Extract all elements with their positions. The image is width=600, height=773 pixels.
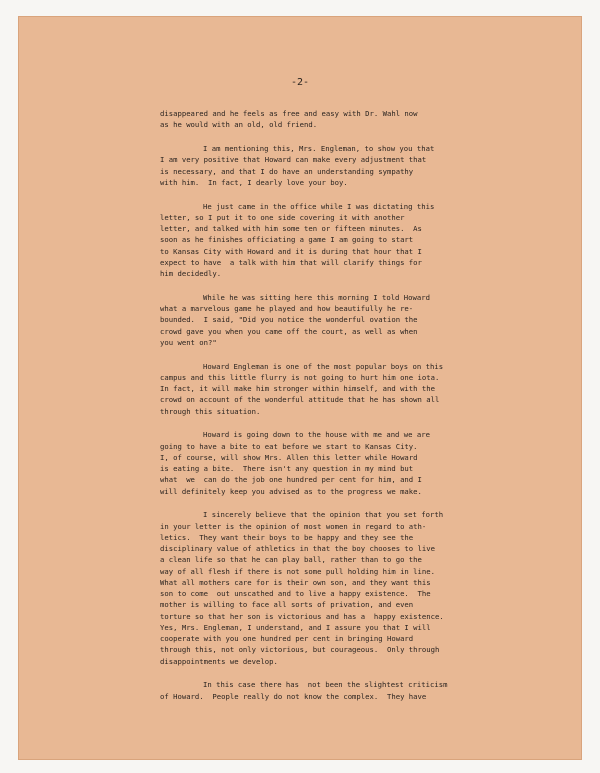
text-line: through this situation. (160, 406, 261, 416)
text-line: torture so that her son is victorious and has a happy existence. (160, 611, 444, 621)
text-line: crowd on account of the wonderful attitude that he has shown all (160, 395, 440, 405)
text-line: I sincerely believe that the opinion that you set forth (203, 510, 444, 520)
paragraph (160, 292, 530, 348)
paragraph (160, 201, 530, 280)
text-line: He just came in the office while I was dictating this (203, 201, 435, 211)
text-line: disappointments we develop. (160, 656, 278, 666)
text-line: In this case there has not been the slightest criticism (203, 680, 448, 690)
text-line: While he was sitting here this morning I told Howard (203, 292, 430, 302)
text-line: disappeared and he feels as free and easy with Dr. Wahl now (160, 109, 418, 118)
text-line: mother is willing to face all sorts of privation, and even (160, 600, 414, 610)
text-line: disciplinary value of athletics in that the boy chooses to live (160, 544, 435, 553)
text-line: is eating a bite. There isn't any question in my mind but (160, 464, 414, 473)
paragraph (160, 108, 530, 131)
text-line: you went on?" (160, 337, 217, 347)
paragraph (160, 679, 530, 702)
text-line: I am very positive that Howard can make every adjustment that (160, 155, 427, 165)
text-line: soon as he finishes officiating a game I am going to start (160, 235, 414, 245)
text-line: bounded. I said, "Did you notice the wonderful ovation the (160, 315, 418, 325)
text-line: expect to have a talk with him that will clarify things for (160, 257, 422, 267)
text-line: What all mothers care for is their own son, and they want this (160, 577, 431, 587)
text-line: him decidedly. (160, 269, 222, 278)
text-line: letter, so I put it to one side covering it with another (160, 212, 405, 222)
text-line: way of all flesh if there is not some pull holding him in line. (160, 566, 435, 576)
text-line: will definitely keep you advised as to the progress we make. (160, 486, 422, 496)
paragraph (160, 361, 530, 417)
text-line: son to come out unscathed and to live a happy existence. The (160, 589, 431, 598)
text-line: I, of course, will show Mrs. Allen this letter while Howard (160, 452, 418, 462)
text-line: of Howard. People really do not know the complex. They have (160, 691, 427, 701)
letter-body (160, 108, 530, 714)
page-number: -2- (290, 77, 310, 88)
text-line: what a marvelous game he played and how beautifully he re- (160, 304, 414, 313)
text-line: Howard is going down to the house with me and we are (203, 430, 430, 440)
text-line: I am mentioning this, Mrs. Engleman, to show you that (203, 144, 435, 153)
text-line: letics. They want their boys to be happy and they see the (160, 532, 414, 542)
text-line: Yes, Mrs. Engleman, I understand, and I assure you that I will (160, 622, 431, 632)
paragraph (160, 143, 530, 188)
text-line: In fact, it will make him stronger within himself, and with the (160, 384, 435, 393)
text-line: is necessary, and that I do have an understanding sympathy (160, 166, 414, 176)
text-line: to Kansas City with Howard and it is during that hour that I (160, 246, 422, 256)
text-line: cooperate with you one hundred per cent in bringing Howard (160, 634, 414, 643)
text-line: through this, not only victorious, but courageous. Only through (160, 645, 440, 655)
text-line: campus and this little flurry is not going to hurt him one iota. (160, 372, 440, 382)
text-line: letter, and talked with him some ten or fifteen minutes. As (160, 224, 422, 233)
text-line: with him. In fact, I dearly love your boy. (160, 177, 348, 187)
text-line: in your letter is the opinion of most women in regard to ath- (160, 521, 427, 531)
text-line: as he would with an old, old friend. (160, 120, 318, 130)
text-line: going to have a bite to eat before we start to Kansas City. (160, 441, 418, 451)
text-line: what we can do the job one hundred per cent for him, and I (160, 475, 422, 485)
text-line: a clean life so that he can play ball, rather than to go the (160, 555, 422, 565)
paragraph (160, 509, 530, 667)
text-line: crowd gave you when you came off the court, as well as when (160, 326, 418, 336)
paragraph (160, 429, 530, 497)
text-line: Howard Engleman is one of the most popular boys on this (203, 361, 444, 371)
